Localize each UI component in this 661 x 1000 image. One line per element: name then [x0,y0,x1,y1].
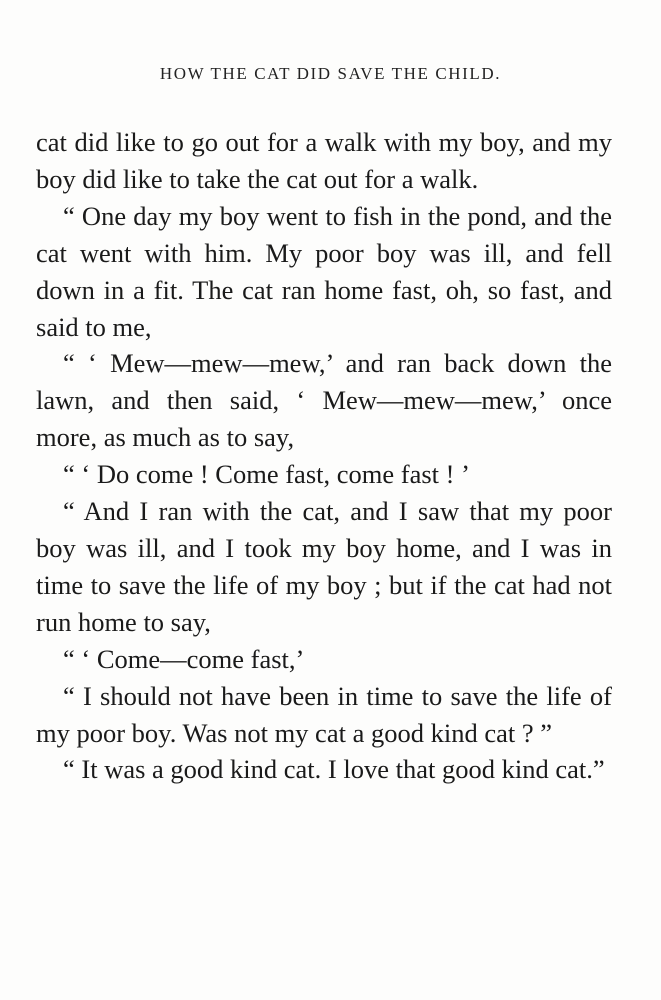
paragraph: cat did like to go out for a walk with my boy, and my boy did like to take the cat out for a walk. [36,127,612,194]
paragraph: “ ‘ Mew—mew—mew,’ and ran back down the lawn, and then said, ‘ Mew—mew—mew,’ once more, as much as to say, [36,348,612,453]
paragraph: “ And I ran with the cat, and I saw that my poor boy was ill, and I took my boy home, and I was in time to save the life of my boy ; but if the cat had not run home to say, [36,496,612,637]
body-text [36,124,612,788]
paragraph: “ One day my boy went to fish in the pond, and the cat went with him. My poor boy was ill, and fell down in a fit. The cat ran home fast, oh, so fast, and said to me, [36,200,612,342]
paragraph: “ It was a good kind cat. I love that good kind cat.” [63,754,605,785]
paragraph: “ I should not have been in time to save the life of my poor boy. Was not my cat a good kind cat ? ” [36,680,612,748]
running-head: HOW THE CAT DID SAVE THE CHILD. [159,64,502,83]
paragraph: “ ‘ Come—come fast,’ [63,643,305,674]
paragraph: “ ‘ Do come ! Come fast, come fast ! ’ [63,459,470,490]
